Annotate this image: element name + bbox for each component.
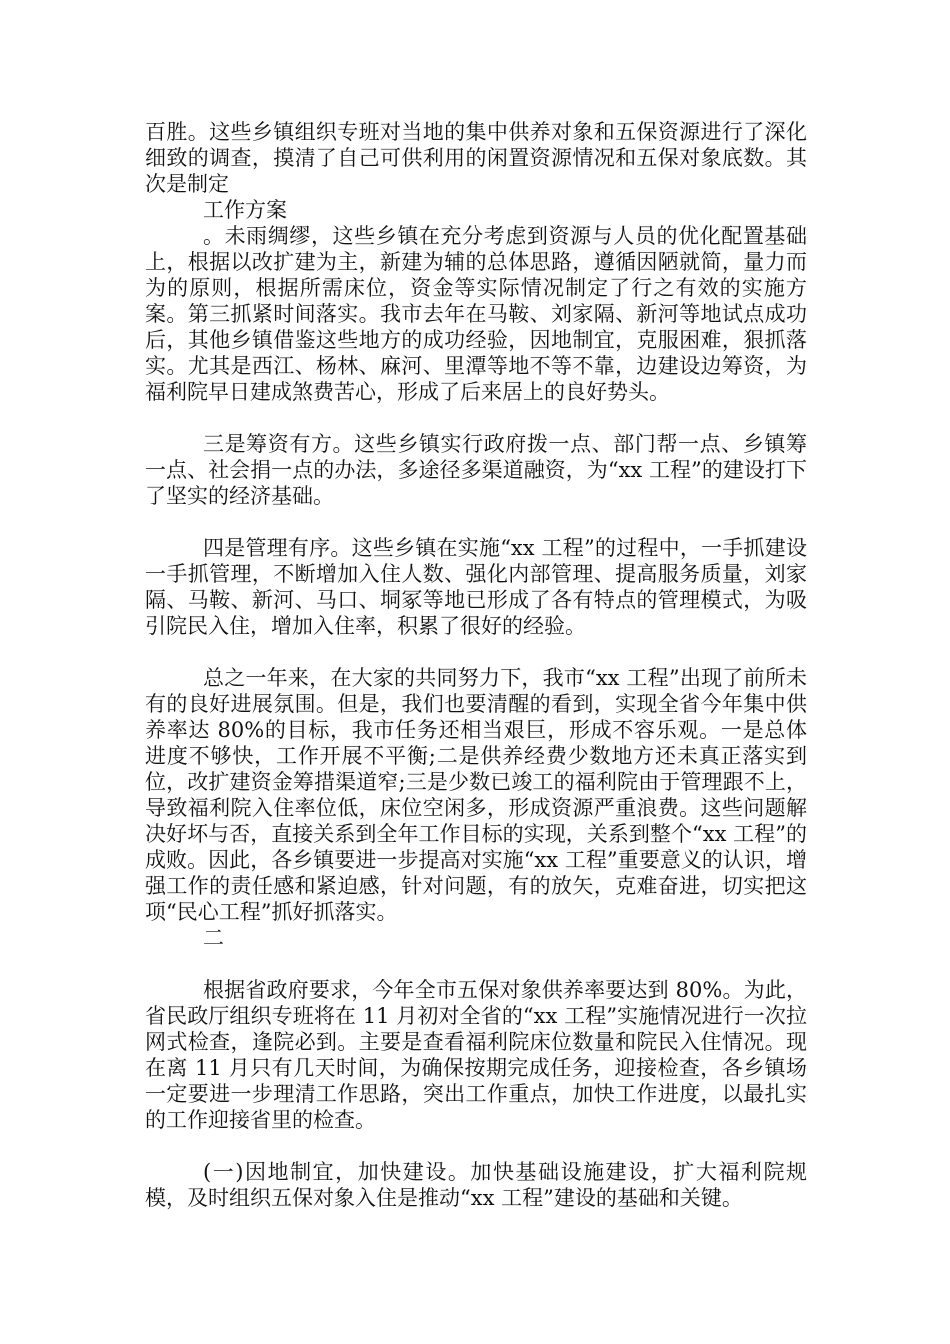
section-heading: 二 (203, 926, 224, 950)
paragraph-8: (一)因地制宜，加快建设。加快基础设施建设，扩大福利院规模，及时组织五保对象入住是推动“xx 工程”建设的基础和关键。 (145, 1160, 807, 1210)
paragraph-2: 工作方案 (203, 198, 287, 222)
paragraph-4: 三是筹资有方。这些乡镇实行政府拨一点、部门帮一点、乡镇筹一点、社会捐一点的办法，多途径多渠道融资，为“xx 工程”的建设打下了坚实的经济基础。 (145, 432, 807, 508)
paragraph-7: 根据省政府要求，今年全市五保对象供养率要达到 80%。为此，省民政厅组织专班将在 11 月初对全省的“xx 工程”实施情况进行一次拉网式检查，逢院必到。主要是查看福利院床位数量和院民入住情况。现在离 11 月只有几天时间，为确保按期完成任务，迎接检查，各乡镇场一定要进一步理清工作思路，突出工作重点，加快工作进度，以最扎实的工作迎接省里的检查。 (145, 978, 807, 1132)
paragraph-1: 百胜。这些乡镇组织专班对当地的集中供养对象和五保资源进行了深化细致的调查，摸清了自己可供利用的闲置资源情况和五保对象底数。其次是制定 (145, 120, 807, 196)
paragraph-5: 四是管理有序。这些乡镇在实施“xx 工程”的过程中，一手抓建设一手抓管理，不断增加入住人数、强化内部管理、提高服务质量，刘家隔、马鞍、新河、马口、垌冢等地已形成了各有特点的管理模式，为吸引院民入住，增加入住率，积累了很好的经验。 (145, 536, 807, 638)
document-body (145, 119, 807, 1211)
paragraph-6: 总之一年来，在大家的共同努力下，我市“xx 工程”出现了前所未有的良好进展氛围。但是，我们也要清醒的看到，实现全省今年集中供养率达 80%的目标，我市任务还相当艰巨，形成不容乐观。一是总体进度不够快，工作开展不平衡;二是供养经费少数地方还未真正落实到位，改扩建资金筹措渠道窄;三是少数已竣工的福利院由于管理跟不上，导致福利院入住率位低，床位空闲多，形成资源严重浪费。这些问题解决好坏与否，直接关系到全年工作目标的实现，关系到整个“xx 工程”的成败。因此，各乡镇要进一步提高对实施“xx 工程”重要意义的认识，增强工作的责任感和紧迫感，针对问题，有的放矢，克难奋进，切实把这项“民心工程”抓好抓落实。 (145, 666, 807, 924)
paragraph-3: 。未雨绸缪，这些乡镇在充分考虑到资源与人员的优化配置基础上，根据以改扩建为主，新建为辅的总体思路，遵循因陋就简，量力而为的原则，根据所需床位，资金等实际情况制定了行之有效的实施方案。第三抓紧时间落实。我市去年在马鞍、刘家隔、新河等地试点成功后，其他乡镇借鉴这些地方的成功经验，因地制宜，克服困难，狠抓落实。尤其是西江、杨林、麻河、里潭等地不等不靠，边建设边筹资，为福利院早日建成煞费苦心，形成了后来居上的良好势头。 (145, 224, 807, 404)
